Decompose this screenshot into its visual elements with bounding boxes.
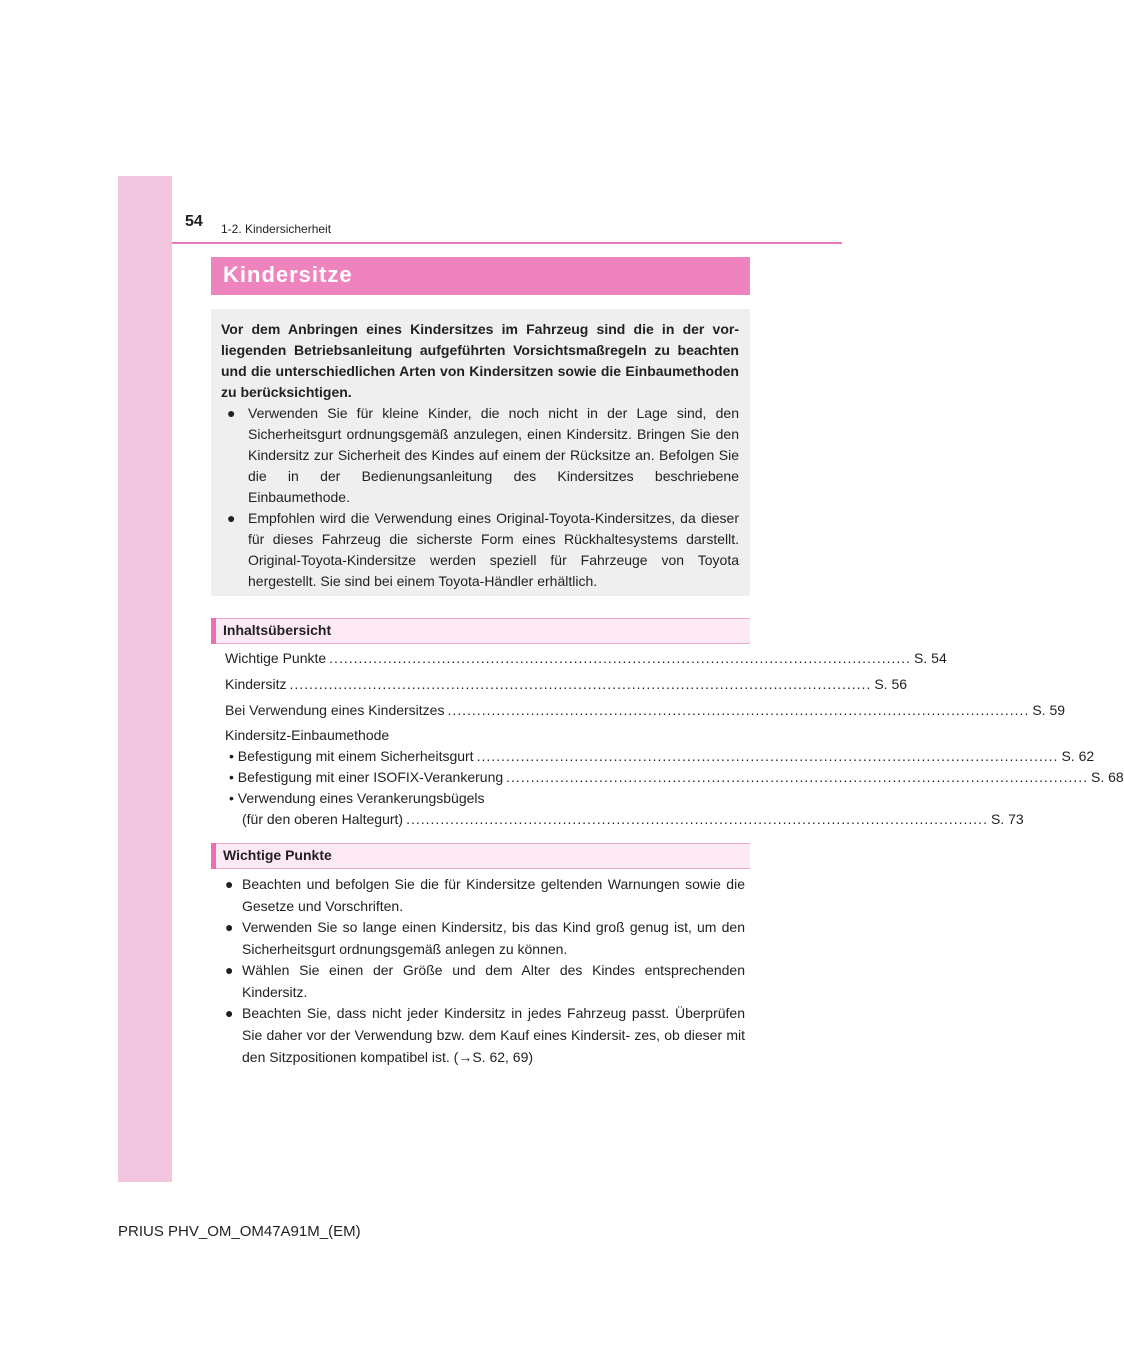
toc-heading-bar bbox=[211, 618, 750, 644]
important-item-text: Beachten und befolgen Sie die für Kindersitze geltenden Warnungen sowie die Gesetze und Vorschriften. bbox=[242, 876, 745, 914]
important-item-text: Wählen Sie einen der Größe und dem Alter des Kindes entsprechenden Kindersitz. bbox=[242, 962, 745, 1000]
important-list-item bbox=[225, 1002, 745, 1068]
toc-entry[interactable] bbox=[225, 702, 1066, 718]
bullet-icon: ● bbox=[225, 1005, 234, 1021]
toc-leader-dots: ....................................................................................................................... bbox=[476, 748, 1059, 764]
toc-leader-dots: ....................................................................................................................... bbox=[506, 769, 1089, 785]
toc-entry-page: S. 73 bbox=[990, 811, 1024, 827]
toc-entry-label: Bei Verwendung eines Kindersitzes bbox=[225, 702, 445, 718]
toc-entry-label: Wichtige Punkte bbox=[225, 650, 327, 666]
important-list-item bbox=[225, 959, 745, 1003]
page-number: 54 bbox=[185, 213, 203, 230]
toc-entry-label: • Befestigung mit einem Sicherheitsgurt bbox=[229, 748, 474, 764]
toc-entry-page: S. 56 bbox=[874, 676, 908, 692]
toc-entry-page: S. 62 bbox=[1061, 748, 1095, 764]
page-title-bar bbox=[211, 257, 750, 295]
toc-entry-page: S. 59 bbox=[1032, 702, 1066, 718]
important-item-text: Beachten Sie, dass nicht jeder Kindersitz in jedes Fahrzeug passt. Überprüfen Sie daher vor der Verwendung bzw. dem Kauf eines Kindersit- zes, ob dieser mit den Sitzpositionen kompatibel ist. (→S. 62, 69) bbox=[242, 1005, 745, 1065]
document-footer-code: PRIUS PHV_OM_OM47A91M_(EM) bbox=[118, 1223, 361, 1240]
toc-entry[interactable] bbox=[225, 676, 908, 692]
important-item-text: Verwenden Sie so lange einen Kindersitz, bis das Kind groß genug ist, um den Sicherheitsgurt ordnungsgemäß anlegen zu können. bbox=[242, 919, 745, 957]
important-heading-bar bbox=[211, 843, 750, 869]
toc-sub-entry[interactable] bbox=[229, 748, 1095, 764]
important-list-item bbox=[225, 873, 745, 917]
bullet-icon: ● bbox=[225, 876, 234, 892]
intro-lead-text: Vor dem Anbringen eines Kindersitzes im Fahrzeug sind die in der vor- liegenden Betriebsanleitung aufgeführten Vorsichtsmaßregeln zu beachten und die unterschiedlichen Arten von Kindersitzen sowie die Einbaumethoden zu berücksichtigen. bbox=[221, 321, 739, 400]
toc-leader-dots: ....................................................................................................................... bbox=[329, 650, 912, 666]
toc-entry-label: (für den oberen Haltegurt) bbox=[242, 811, 404, 827]
toc-entry[interactable] bbox=[225, 650, 947, 666]
chapter-side-tab bbox=[118, 176, 172, 1182]
toc-entry-page: S. 54 bbox=[914, 650, 947, 666]
bullet-icon: ● bbox=[227, 510, 236, 526]
toc-leader-dots: ....................................................................................................................... bbox=[447, 702, 1030, 718]
intro-list-item bbox=[227, 508, 739, 592]
bullet-icon: ● bbox=[227, 405, 236, 421]
bullet-icon: ● bbox=[225, 919, 234, 935]
toc-sub-entry[interactable] bbox=[229, 769, 1124, 785]
intro-box bbox=[211, 309, 750, 596]
intro-list-item bbox=[227, 403, 739, 508]
section-reference: 1-2. Kindersicherheit bbox=[221, 222, 332, 236]
toc-entry-page: S. 68 bbox=[1091, 769, 1124, 785]
toc-sub-entry-line[interactable]: • Verwendung eines Verankerungsbügels bbox=[229, 790, 485, 806]
bullet-icon: ● bbox=[225, 962, 234, 978]
toc-leader-dots: ....................................................................................................................... bbox=[406, 811, 988, 827]
toc-entry-label: • Befestigung mit einer ISOFIX-Verankerung bbox=[229, 769, 504, 785]
important-list-item bbox=[225, 916, 745, 960]
intro-item-text: Verwenden Sie für kleine Kinder, die noch nicht in der Lage sind, den Sicherheitsgurt ordnungsgemäß anzulegen, einen Kindersitz. Bringen Sie den Kindersitz zur Sicherheit des Kindes auf einem der Rücksitze an. Befolgen Sie die in der Bedienungsanleitung des Kindersitzes beschriebene Einbaumethode. bbox=[248, 405, 739, 505]
toc-entry-label: Kindersitz bbox=[225, 676, 287, 692]
page-title: Kindersitze bbox=[223, 262, 353, 287]
header-divider bbox=[172, 242, 842, 244]
toc-leader-dots: ....................................................................................................................... bbox=[289, 676, 872, 692]
toc-sub-entry[interactable] bbox=[242, 811, 1024, 827]
toc-heading: Inhaltsübersicht bbox=[223, 622, 332, 638]
important-heading: Wichtige Punkte bbox=[223, 847, 332, 863]
toc-group-label: Kindersitz-Einbaumethode bbox=[225, 727, 390, 743]
intro-item-text: Empfohlen wird die Verwendung eines Original-Toyota-Kindersitzes, da dieser für dieses Fahrzeug die sicherste Form eines Rückhaltesystems darstellt. Original-Toyota-Kindersitze werden speziell für Fahrzeuge von Toyota hergestellt. Sie sind bei einem Toyota-Händler erhältlich. bbox=[248, 510, 739, 589]
